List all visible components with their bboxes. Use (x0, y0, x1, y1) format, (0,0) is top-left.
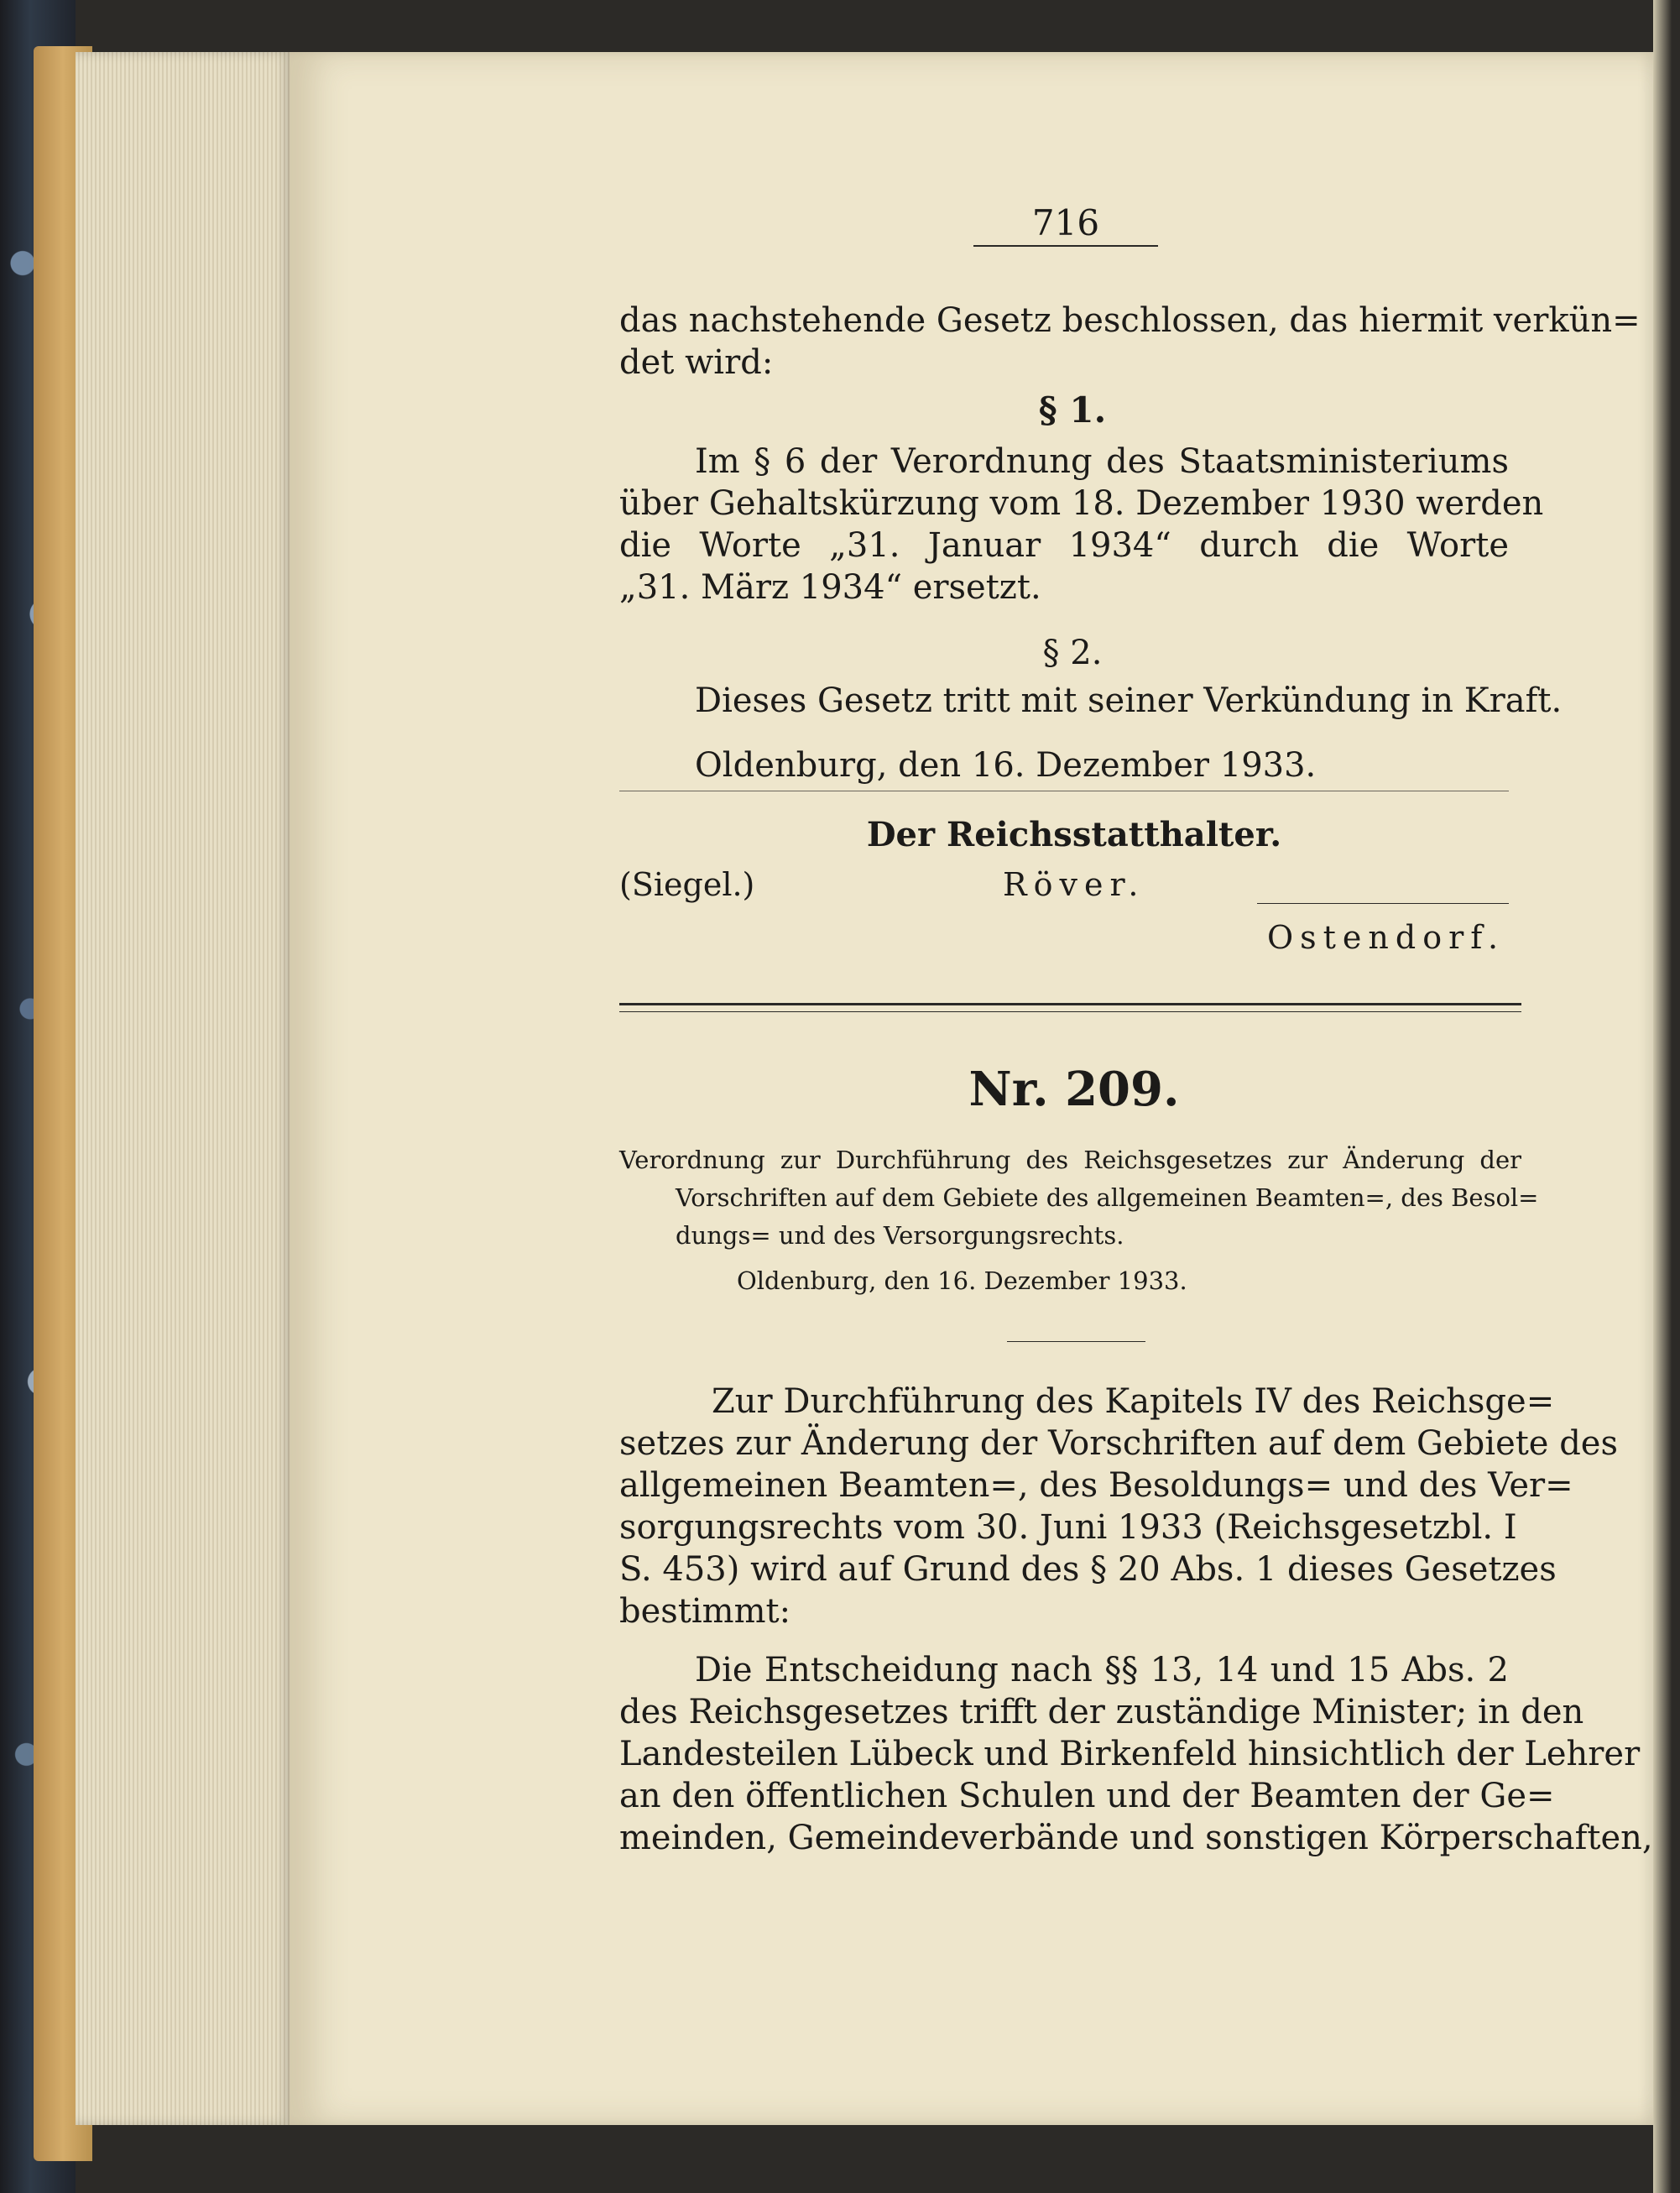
signatory-name: Röver. (1003, 866, 1145, 903)
decree-short-rule (1007, 1341, 1145, 1342)
section-line: über Gehaltskürzung vom 18. Dezember 1930 werden (619, 484, 1544, 523)
paragraph-line: S. 453) wird auf Grund des § 20 Abs. 1 dieses Gesetzes (619, 1550, 1557, 1589)
signatory-title: Der Reichsstatthalter. (866, 815, 1282, 854)
intro-line: det wird: (619, 343, 774, 382)
decree-title-line: Verordnung zur Durchführung des Reichsgesetzes zur Änderung der (619, 1146, 1521, 1174)
paragraph-line: Zur Durchführung des Kapitels IV des Reichsge= (712, 1382, 1555, 1421)
section-line: Dieses Gesetz tritt mit seiner Verkündung in Kraft. (695, 681, 1563, 720)
page-number-rule (973, 245, 1158, 247)
paragraph-line: meinden, Gemeindeverbände und sonstigen Körperschaften, (619, 1819, 1653, 1857)
decree-place-date: Oldenburg, den 16. Dezember 1933. (737, 1266, 1187, 1295)
intro-line: das nachstehende Gesetz beschlossen, das hiermit verkün= (619, 301, 1641, 340)
decree-title-line: dungs= und des Versorgungsrechts. (676, 1221, 1124, 1250)
paragraph-line: allgemeinen Beamten=, des Besoldungs= und des Ver= (619, 1466, 1573, 1505)
right-page-edge (1653, 0, 1680, 2193)
paragraph-line: an den öffentlichen Schulen und der Beamten der Ge= (619, 1777, 1555, 1815)
countersignatory-name: Ostendorf. (1267, 919, 1505, 956)
paragraph-line: setzes zur Änderung der Vorschriften auf dem Gebiete des (619, 1424, 1618, 1463)
seal-label: (Siegel.) (619, 866, 755, 903)
signature-rule (1257, 903, 1509, 904)
decree-rule-bottom (619, 1011, 1521, 1012)
section-line: die Worte „31. Januar 1934“ durch die Worte (619, 526, 1509, 565)
page-edges (76, 52, 294, 2125)
section-heading: § 1. (1038, 389, 1107, 431)
decree-title-line: Vorschriften auf dem Gebiete des allgemeinen Beamten=, des Besol= (676, 1183, 1539, 1212)
page-number: 716 (1031, 202, 1100, 243)
paragraph-line: Die Entscheidung nach §§ 13, 14 und 15 Abs. 2 (695, 1651, 1509, 1689)
place-date: Oldenburg, den 16. Dezember 1933. (695, 746, 1317, 785)
paragraph-line: Landesteilen Lübeck und Birkenfeld hinsichtlich der Lehrer (619, 1735, 1641, 1773)
paragraph-line: sorgungsrechts vom 30. Juni 1933 (Reichsgesetzbl. I (619, 1508, 1517, 1547)
section-line: Im § 6 der Verordnung des Staatsministeriums (695, 442, 1509, 481)
decree-rule-top (619, 1003, 1521, 1005)
section-line: „31. März 1934“ ersetzt. (619, 568, 1041, 607)
paragraph-line: des Reichsgesetzes trifft der zuständige Minister; in den (619, 1693, 1584, 1731)
decree-number: Nr. 209. (968, 1062, 1180, 1117)
section-heading: § 2. (1042, 634, 1103, 672)
paragraph-line: bestimmt: (619, 1592, 791, 1631)
